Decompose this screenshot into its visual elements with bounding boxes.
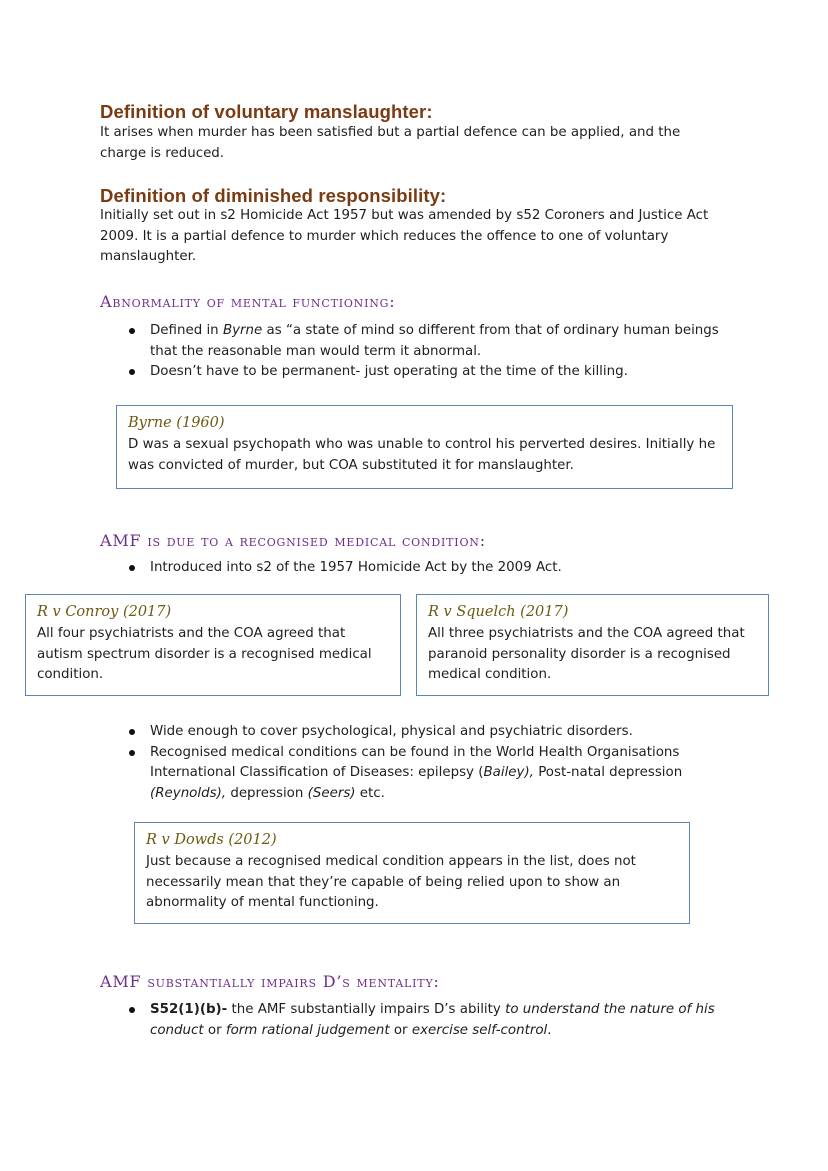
text-span: or [203,1022,226,1038]
case-box-dowds [134,822,690,924]
case-reference: (Reynolds), [150,785,227,801]
emphasis-text: to understand the nature of his [505,1002,715,1017]
paragraph-voluntary-manslaughter [100,123,740,164]
text-line: All three psychiatrists and the COA agreed that [428,626,745,641]
text-line: It arises when murder has been satisfied but a partial defence can be applied, and the [100,125,681,140]
recognised-bullet-list [126,558,766,579]
list-item [126,321,766,362]
text-span: Introduced into s2 of the 1957 Homicide Act by the 2009 Act. [150,560,562,575]
case-reference: (Seers) [307,785,356,801]
list-item [126,362,766,383]
text-line: manslaughter. [100,249,197,264]
text-line: charge is reduced. [100,145,225,161]
text-line: All four psychiatrists and the COA agreed that [37,626,346,641]
statute-reference: S52(1)(b)- [150,1002,228,1017]
text-line: was convicted of murder, but COA substituted it for manslaughter. [128,457,574,473]
text-span: the AMF substantially impairs D’s ability [227,1002,506,1017]
heading-diminished-responsibility: Definition of diminished responsibility: [100,185,447,206]
case-body [128,435,726,476]
text-line: paranoid personality disorder is a recognised [428,646,731,662]
text-span: Post-natal depression [533,765,683,780]
case-box-squelch [416,594,769,696]
case-reference: Byrne [222,323,263,338]
case-title: Byrne (1960) [128,415,225,431]
text-line: D was a sexual psychopath who was unable to control his perverted desires. Initially he [128,437,716,452]
list-item [126,558,766,579]
text-span: International Classification of Diseases: epilepsy ( [150,765,484,780]
text-line: Recognised medical conditions can be found in the World Health Organisations [150,744,680,760]
heading-recognised-medical-condition: AMF is due to a recognised medical condition: [100,531,486,550]
case-body [146,852,684,914]
case-body [37,624,395,686]
case-body [428,624,764,686]
case-title: R v Dowds (2012) [146,832,277,848]
list-item [126,743,766,805]
text-line [150,1021,766,1042]
paragraph-diminished-responsibility [100,206,760,268]
text-line: abnormality of mental functioning. [146,895,379,910]
heading-voluntary-manslaughter: Definition of voluntary manslaughter: [100,101,433,122]
impairs-bullet-list [126,1000,766,1041]
emphasis-text: form rational judgement [225,1022,390,1038]
text-span: or [389,1022,412,1038]
text-line [150,1000,766,1021]
text-line: condition. [37,667,104,682]
amf-bullet-list [126,321,766,383]
text-line: autism spectrum disorder is a recognised medical [37,646,372,662]
heading-substantially-impairs: AMF substantially impairs D’s mentality: [100,972,440,991]
text-line [150,763,766,784]
emphasis-text: exercise self-control [411,1022,548,1038]
text-span: Doesn’t have to be permanent- just operating at the time of the killing. [150,364,628,379]
heading-abnormality-mental-functioning: Abnormality of mental functioning: [100,292,396,311]
conditions-bullet-list [126,722,766,804]
list-item [126,1000,766,1041]
text-line [150,784,766,805]
case-reference: Bailey), [483,765,534,780]
case-title: R v Conroy (2017) [37,604,172,620]
text-line: that the reasonable man would term it abnormal. [150,343,482,359]
text-span: as “a state of mind so different from that of ordinary human beings [262,323,719,338]
text-span: Wide enough to cover psychological, physical and psychiatric disorders. [150,724,633,739]
case-title: R v Squelch (2017) [428,604,569,620]
case-box-byrne [116,405,733,489]
text-line: Initially set out in s2 Homicide Act 1957 but was amended by s52 Coroners and Justice Act [100,208,709,223]
text-line: 2009. It is a partial defence to murder which reduces the offence to one of voluntary [100,228,669,244]
list-item [126,722,766,743]
emphasis-text: conduct [150,1022,204,1038]
text-span: Defined in [150,323,223,338]
text-span: etc. [355,785,385,801]
text-line: necessarily mean that they’re capable of being relied upon to show an [146,874,621,890]
text-line: Just because a recognised medical condition appears in the list, does not [146,854,636,869]
text-line: medical condition. [428,667,552,682]
case-box-conroy [25,594,401,696]
text-span: . [547,1022,552,1038]
text-span: depression [226,785,308,801]
